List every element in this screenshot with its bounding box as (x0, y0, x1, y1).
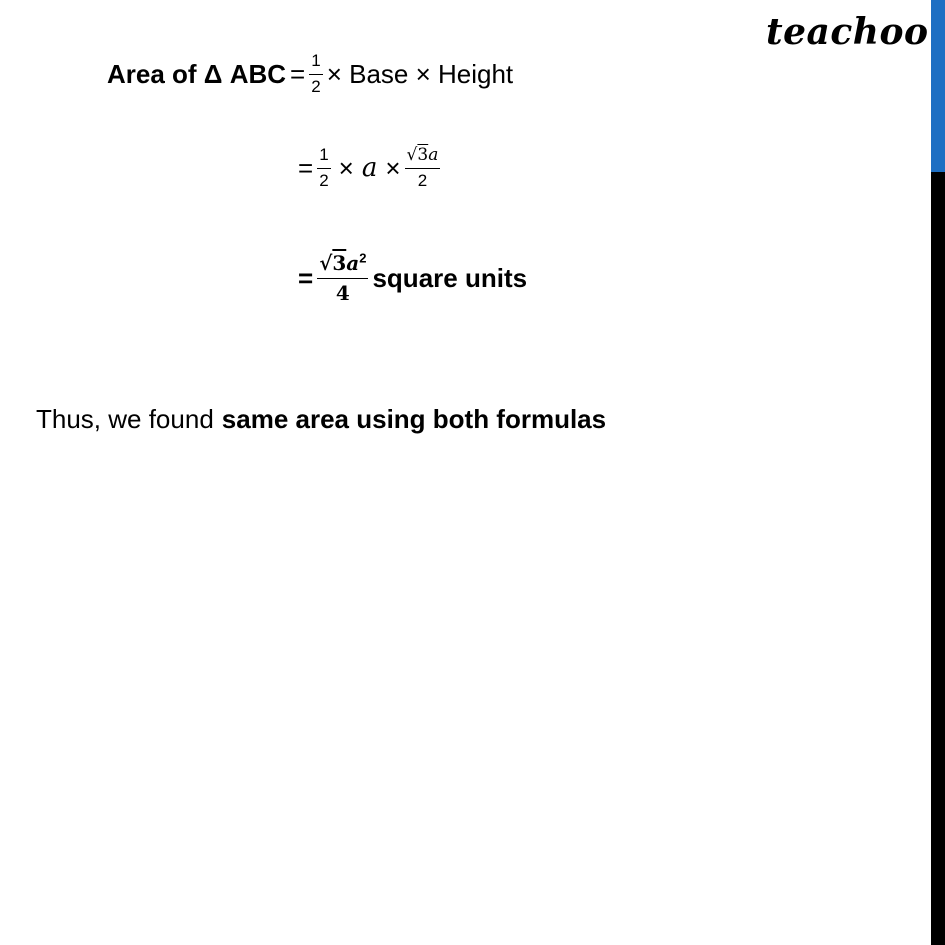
times-sign: × (385, 153, 401, 184)
teachoo-logo: teachoo (766, 11, 929, 53)
times-sign: × (338, 153, 354, 184)
fraction-half (309, 52, 322, 96)
fraction-root3-a-over-2 (405, 146, 441, 190)
conclusion-line (36, 406, 606, 432)
area-label: Area of Δ ABC (107, 59, 287, 90)
units-text: square units (372, 263, 528, 293)
fraction-numerator (405, 146, 441, 169)
equals-sign: = (298, 263, 314, 293)
variable-a: a (428, 145, 439, 165)
sqrt-symbol: √ (406, 145, 418, 165)
sqrt-symbol: √ (319, 251, 333, 275)
variable-a: a (346, 251, 360, 275)
area-formula-line (107, 52, 513, 96)
base-height-text: × Base × Height (326, 59, 514, 90)
exponent: 2 (359, 250, 367, 266)
right-edge-accent (931, 0, 945, 172)
fraction-denominator: 2 (311, 76, 321, 96)
equals-sign: = (298, 153, 314, 184)
fraction-result (317, 252, 368, 304)
radicand: 3 (417, 145, 429, 165)
fraction-denominator: 4 (335, 281, 350, 305)
fraction-numerator: 1 (317, 146, 330, 169)
fraction-denominator: 2 (417, 170, 428, 190)
conclusion-prefix: Thus, we found (36, 404, 214, 434)
fraction-numerator: 1 (309, 52, 322, 75)
fraction-half (317, 146, 330, 190)
variable-a: a (361, 153, 378, 184)
radicand: 3 (332, 251, 347, 275)
substitution-line (298, 146, 444, 190)
fraction-denominator: 2 (319, 170, 329, 190)
result-line (298, 252, 527, 304)
fraction-numerator (317, 252, 368, 279)
conclusion-emphasis: same area using both formulas (221, 404, 607, 434)
equals-sign: = (290, 59, 306, 90)
